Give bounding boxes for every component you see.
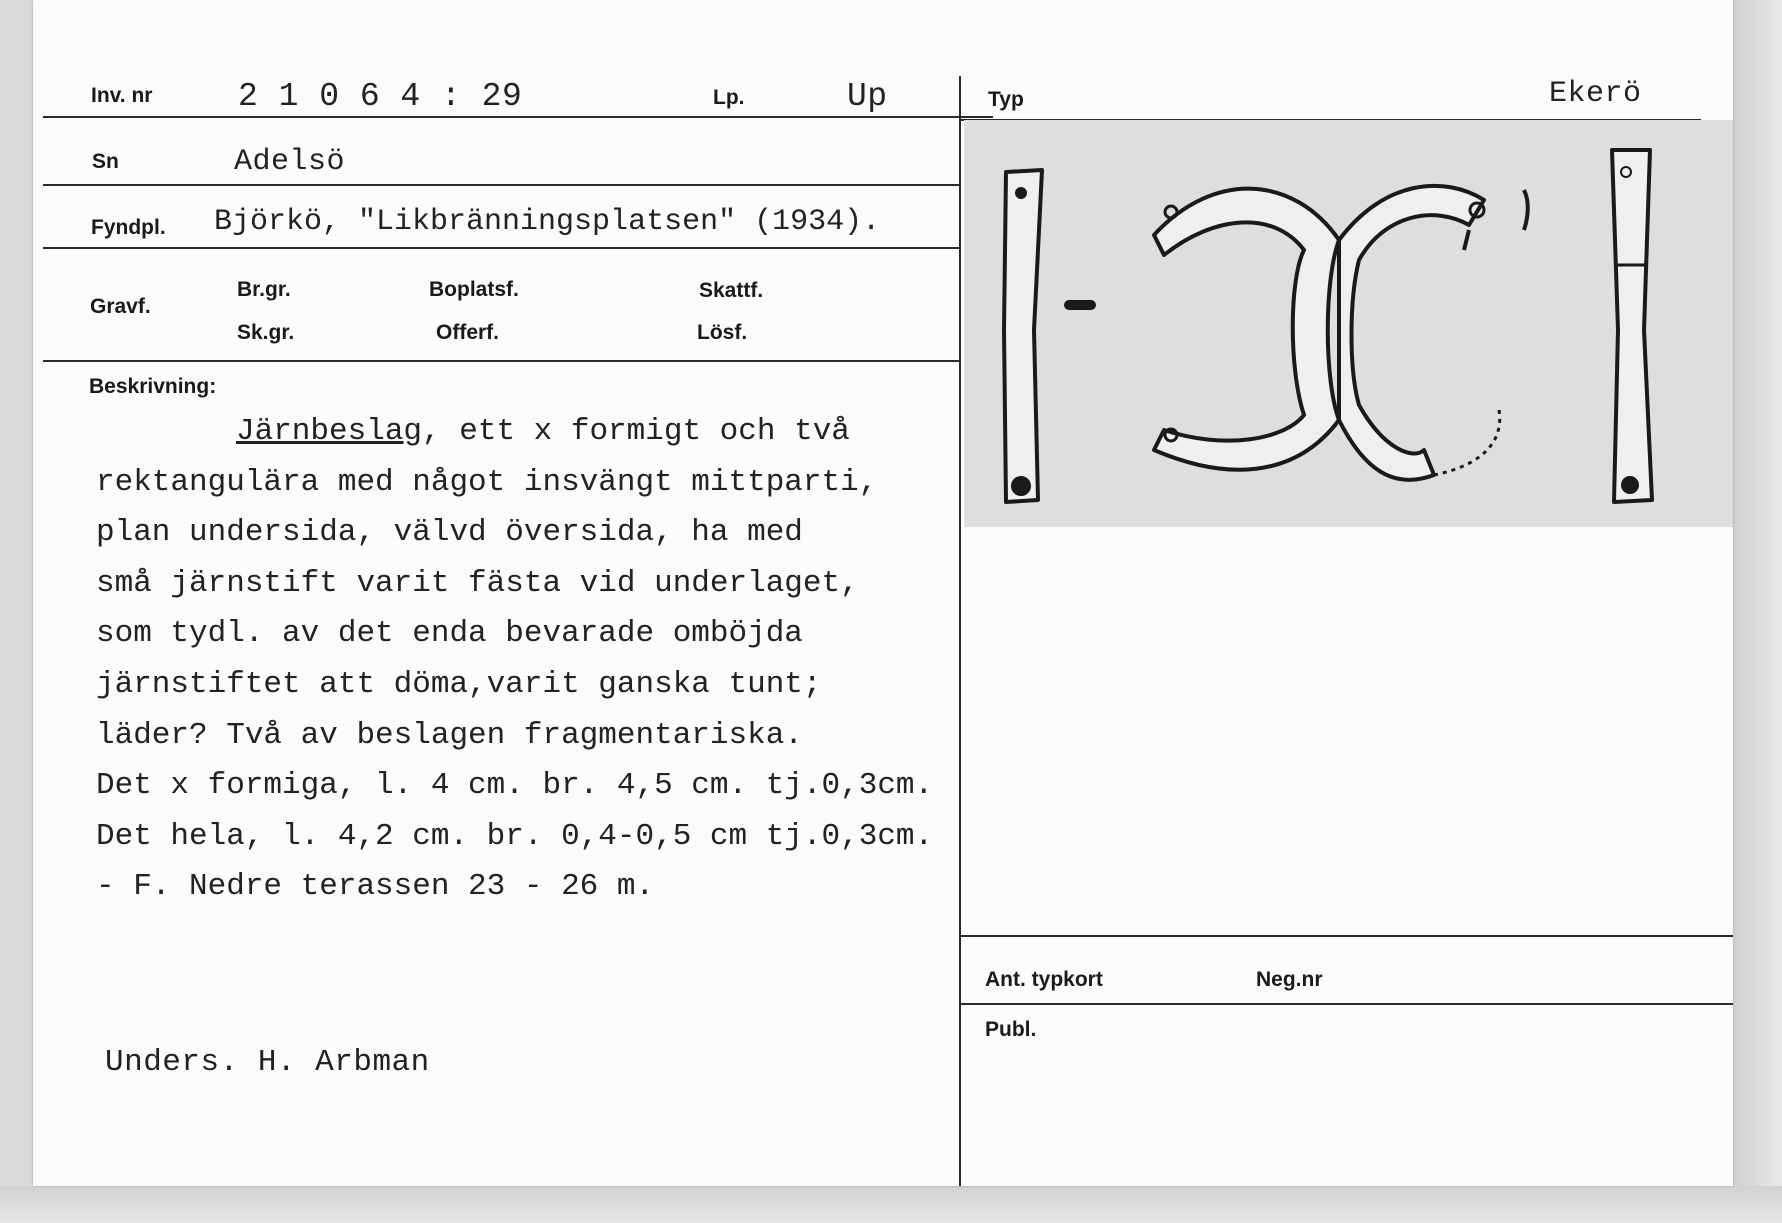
description-line: rektangulära med något insvängt mittparti, (96, 464, 878, 500)
skattf-label: Skattf. (699, 279, 764, 302)
rule-center-divider (959, 76, 961, 1186)
catalog-card (33, 0, 1733, 1186)
rule-ant-typkort-top (961, 935, 1733, 937)
description-line: - F. Nedre terassen 23 - 26 m. (96, 869, 655, 905)
inv-nr-value: 2 1 0 6 4 : 29 (238, 78, 523, 115)
description-line: Järnbeslag, ett x formigt och två (236, 414, 850, 449)
lp-label: Lp. (713, 86, 745, 109)
rule-top-left (43, 116, 993, 118)
description-title: Järnbeslag (236, 414, 423, 449)
rule-sn (43, 184, 961, 186)
lp-value: Up (847, 78, 888, 115)
description-line: som tydl. av det enda bevarade omböjda (96, 616, 803, 652)
offerf-label: Offerf. (436, 321, 499, 344)
beskrivning-label: Beskrivning: (89, 375, 217, 398)
neg-nr-label: Neg.nr (1256, 968, 1323, 991)
description-line: Det x formiga, l. 4 cm. br. 4,5 cm. tj.0,3cm. (96, 768, 934, 804)
sn-label: Sn (92, 150, 119, 173)
sk-gr-label: Sk.gr. (237, 321, 295, 344)
typ-label: Typ (988, 88, 1024, 111)
losf-label: Lösf. (697, 321, 748, 344)
rule-gravf (43, 360, 961, 362)
gravf-label: Gravf. (90, 295, 151, 318)
description-line: läder? Två av beslagen fragmentariska. (96, 717, 803, 753)
description-line: plan undersida, välvd översida, ha med (96, 515, 803, 551)
artifact-sketch (964, 120, 1733, 527)
sn-value: Adelsö (234, 145, 346, 179)
rule-fyndpl (43, 247, 961, 249)
unders-value: Unders. H. Arbman (105, 1045, 430, 1080)
description-line: järnstiftet att döma,varit ganska tunt; (96, 666, 822, 702)
ant-typkort-label: Ant. typkort (985, 968, 1103, 991)
fyndpl-label: Fyndpl. (91, 216, 166, 239)
typ-value: Ekerö (1549, 77, 1642, 111)
description-text (96, 407, 933, 913)
publ-label: Publ. (985, 1018, 1037, 1041)
inv-nr-label: Inv. nr (91, 84, 153, 107)
scan-bottom-margin (0, 1186, 1782, 1223)
rule-ant-typkort-bottom (961, 1003, 1733, 1005)
iron-fittings-drawing (964, 120, 1733, 527)
description-line: Det hela, l. 4,2 cm. br. 0,4-0,5 cm tj.0,3cm. (96, 818, 934, 854)
br-gr-label: Br.gr. (237, 278, 291, 301)
boplatsf-label: Boplatsf. (429, 278, 519, 301)
fyndpl-value: Björkö, "Likbränningsplatsen" (1934). (214, 205, 881, 239)
description-line: små järnstift varit fästa vid underlaget, (96, 565, 859, 601)
scan-right-margin (1733, 0, 1782, 1223)
